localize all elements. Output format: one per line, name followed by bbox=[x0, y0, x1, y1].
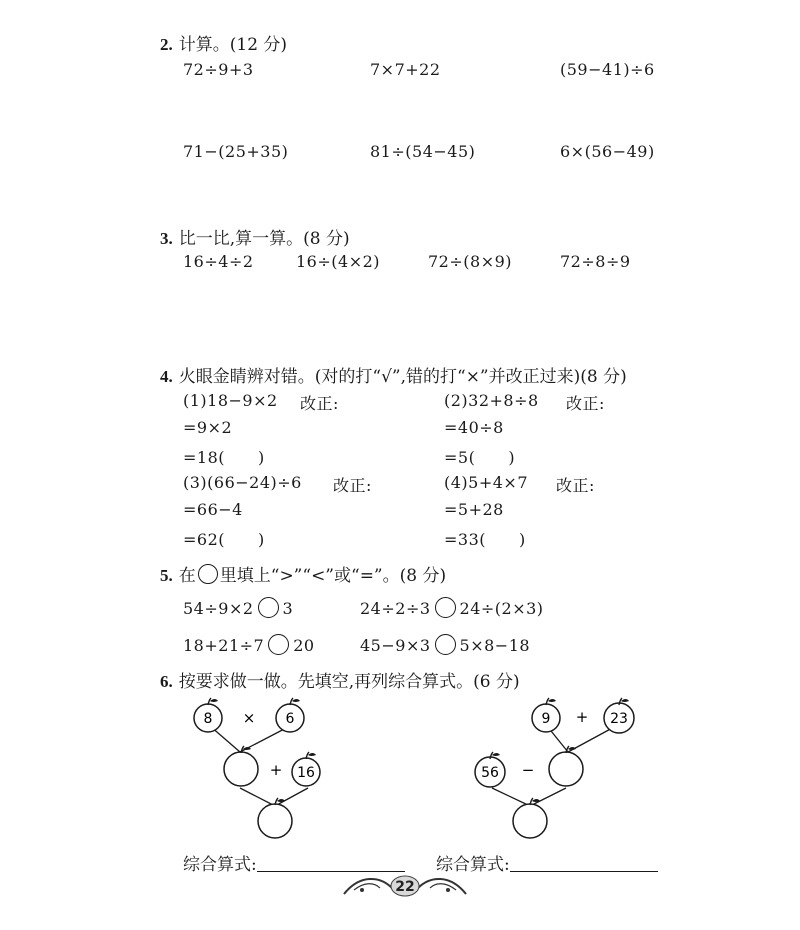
apple-icon-blank-4[interactable] bbox=[513, 798, 547, 838]
q2-expr-4: 71−(25+35) bbox=[183, 142, 289, 161]
q3-number: 3. bbox=[160, 229, 173, 248]
q5-item-1-right: 3 bbox=[282, 599, 294, 618]
compare-circle-2[interactable] bbox=[435, 597, 456, 618]
tree-1 bbox=[194, 698, 320, 838]
q4-p4-fix-label: 改正: bbox=[556, 476, 595, 495]
q3-title-text: 比一比,算一算。(8 分) bbox=[178, 229, 350, 249]
tree2-a: 9 bbox=[541, 711, 551, 727]
q4-title-text: 火眼金睛辨对错。(对的打“√”,错的打“×”并改正过来)(8 分) bbox=[178, 367, 627, 387]
q3-expr-3: 72÷(8×9) bbox=[428, 252, 513, 271]
apple-icon bbox=[194, 698, 222, 732]
q3-title bbox=[160, 224, 350, 249]
tree2-b: 23 bbox=[610, 711, 628, 727]
q4-p3-line3: =62( ) bbox=[183, 530, 265, 549]
tree2-op2: − bbox=[521, 761, 535, 779]
q6-title-text: 按要求做一做。先填空,再列综合算式。(6 分) bbox=[178, 672, 520, 692]
q5-title-pre: 在 bbox=[178, 566, 196, 586]
tree1-b: 6 bbox=[285, 711, 295, 727]
q2-expr-2: 7×7+22 bbox=[370, 60, 441, 79]
apple-icon-blank-1[interactable] bbox=[224, 746, 258, 786]
q4-p4-line1: (4)5+4×7 bbox=[444, 473, 529, 492]
q2-expr-6: 6×(56−49) bbox=[560, 142, 655, 161]
q5-item-4-left: 45−9×3 bbox=[360, 636, 431, 655]
tree1-op1: × bbox=[242, 709, 256, 727]
formula-1-label: 综合算式: bbox=[183, 855, 257, 875]
tree1-c: 16 bbox=[297, 765, 315, 781]
formula-2-blank[interactable] bbox=[510, 855, 658, 872]
q5-item-1-left: 54÷9×2 bbox=[183, 599, 254, 618]
q4-p2-line3: =5( ) bbox=[444, 448, 516, 467]
compare-circle-1[interactable] bbox=[258, 597, 279, 618]
q6-number: 6. bbox=[160, 672, 173, 691]
apple-icon bbox=[276, 698, 304, 732]
q2-expr-1: 72÷9+3 bbox=[183, 60, 254, 79]
apple-icon bbox=[292, 752, 320, 786]
q5-title-post: 里填上“>”“<”或“=”。(8 分) bbox=[219, 566, 447, 586]
q4-p3-line1: (3)(66−24)÷6 bbox=[183, 473, 302, 492]
q5-item-2-left: 24÷2÷3 bbox=[360, 599, 431, 618]
tree-2 bbox=[475, 698, 634, 838]
apple-icon bbox=[604, 698, 634, 733]
tree2-op1: + bbox=[575, 708, 589, 726]
q5-number: 5. bbox=[160, 566, 173, 585]
q5-item-3-left: 18+21÷7 bbox=[183, 636, 265, 655]
compare-circle-3[interactable] bbox=[268, 634, 289, 655]
q5-item-1 bbox=[183, 597, 293, 618]
q2-title-text: 计算。(12 分) bbox=[178, 35, 288, 55]
q4-p1-line3: =18( ) bbox=[183, 448, 265, 467]
q3-expr-1: 16÷4÷2 bbox=[183, 252, 254, 271]
q5-item-2 bbox=[360, 597, 544, 618]
page-ornament bbox=[340, 868, 470, 908]
q4-p4-line2: =5+28 bbox=[444, 500, 504, 519]
q2-expr-5: 81÷(54−45) bbox=[370, 142, 476, 161]
q4-p1-line1: (1)18−9×2 bbox=[183, 391, 278, 410]
apple-icon-blank-2[interactable] bbox=[258, 798, 292, 838]
q3-expr-2: 16÷(4×2) bbox=[296, 252, 381, 271]
page-number: 22 bbox=[395, 879, 415, 895]
tree2-c: 56 bbox=[481, 765, 499, 781]
blank-circle-icon bbox=[198, 564, 218, 584]
q4-p3-fix-label: 改正: bbox=[333, 476, 372, 495]
compare-circle-4[interactable] bbox=[435, 634, 456, 655]
q4-title bbox=[160, 362, 627, 387]
q4-p2-fix-label: 改正: bbox=[566, 394, 605, 413]
q2-title bbox=[160, 30, 287, 55]
q2-number: 2. bbox=[160, 35, 173, 54]
q4-p4-line3: =33( ) bbox=[444, 530, 526, 549]
q5-item-4 bbox=[360, 634, 530, 655]
q4-p2-line1: (2)32+8÷8 bbox=[444, 391, 539, 410]
q4-p1-line2: =9×2 bbox=[183, 418, 233, 437]
q5-item-3 bbox=[183, 634, 315, 655]
apple-icon bbox=[532, 698, 560, 732]
q2-expr-3: (59−41)÷6 bbox=[560, 60, 655, 79]
apple-icon bbox=[475, 752, 505, 787]
tree1-op2: + bbox=[269, 761, 283, 779]
apple-trees-diagram bbox=[0, 690, 800, 850]
q4-number: 4. bbox=[160, 367, 173, 386]
q5-title bbox=[160, 561, 446, 586]
apple-icon-blank-3[interactable] bbox=[549, 746, 583, 786]
q4-p3-line2: =66−4 bbox=[183, 500, 243, 519]
q4-p2-line2: =40÷8 bbox=[444, 418, 504, 437]
q5-item-2-right: 24÷(2×3) bbox=[459, 599, 544, 618]
q6-title bbox=[160, 667, 520, 692]
q4-p1-fix-label: 改正: bbox=[300, 394, 339, 413]
tree1-a: 8 bbox=[203, 711, 213, 727]
q5-item-4-right: 5×8−18 bbox=[459, 636, 531, 655]
q5-item-3-right: 20 bbox=[293, 636, 315, 655]
q3-expr-4: 72÷8÷9 bbox=[560, 252, 631, 271]
formula-2-label: 综合算式: bbox=[436, 855, 510, 875]
